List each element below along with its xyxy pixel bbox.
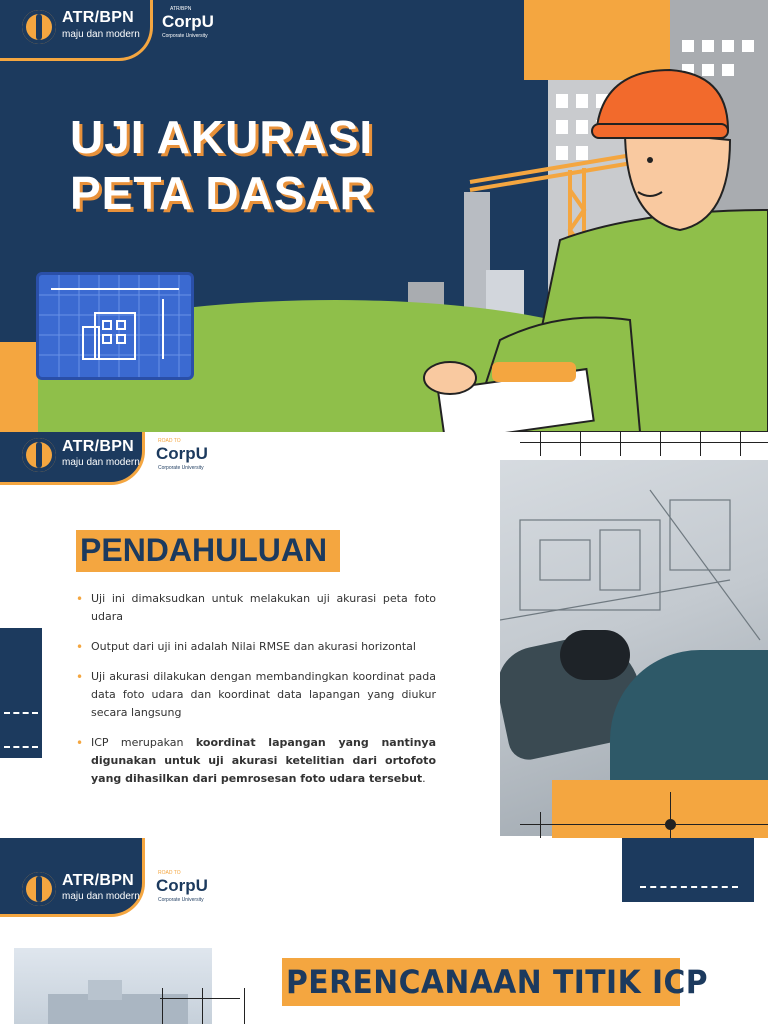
- bullet-list: [76, 590, 436, 800]
- slide-title-line1: UJI AKURASI: [70, 111, 374, 163]
- list-item-bold-text: koordinat lapangan yang nantinya digunakan untuk uji akurasi ketelitian dari ortofoto yang dihasilkan dari pemrosesan foto udara tersebut: [91, 736, 436, 785]
- grid-line: [660, 432, 661, 456]
- grid-line: [540, 812, 541, 838]
- blueprint-card: [36, 272, 194, 380]
- globe-icon: [22, 872, 56, 906]
- brand-tagline: maju dan modern: [62, 891, 140, 902]
- brand-name: ATR/BPN: [62, 9, 135, 26]
- dashed-line: [4, 746, 38, 748]
- brand-tagline: maju dan modern: [62, 29, 140, 40]
- corpu-road-to: ROAD TO: [158, 870, 181, 876]
- list-item-text-end: .: [422, 772, 426, 785]
- orange-block-left: [0, 342, 38, 432]
- grid-dot: [665, 819, 676, 830]
- intro-slide: [0, 432, 768, 838]
- blueprint-building-icon: [39, 275, 191, 377]
- section-heading: PENDAHULUAN: [80, 532, 328, 568]
- section-heading: PERENCANAAN TITIK ICP: [286, 963, 709, 1001]
- brand-name: ATR/BPN: [62, 438, 135, 455]
- grid-line: [520, 442, 768, 443]
- grid-line: [620, 432, 621, 456]
- grid-line: [244, 988, 245, 1024]
- corpu-road-to: ROAD TO: [158, 438, 181, 444]
- corpu-name: CorpU: [156, 444, 208, 463]
- worker-illustration: [410, 60, 768, 432]
- grid-line: [700, 432, 701, 456]
- grid-line: [202, 988, 203, 1024]
- corpu-logo: [148, 4, 228, 44]
- list-item: [76, 734, 436, 788]
- globe-icon: [22, 10, 56, 44]
- gloved-hand: [560, 630, 630, 680]
- list-item: • Output dari uji ini adalah Nilai RMSE dan akurasi horizontal: [76, 638, 436, 656]
- building-roof: [88, 980, 122, 1000]
- dashed-line: [4, 712, 38, 714]
- corpu-sub: Corporate University: [158, 897, 204, 903]
- atr-bpn-logo: [0, 0, 153, 61]
- navy-block-left: [0, 628, 42, 758]
- corpu-name: CorpU: [156, 876, 208, 895]
- grid-line: [670, 792, 671, 838]
- navy-block: [622, 838, 754, 902]
- grid-line: [540, 432, 541, 456]
- list-item: • Uji akurasi dilakukan dengan membandingkan koordinat pada data foto udara dan koordinat data lapangan yang diukur secara langsung: [76, 668, 436, 722]
- icp-planning-slide: [0, 838, 768, 1024]
- list-item: • Uji ini dimaksudkan untuk melakukan uji akurasi peta foto udara: [76, 590, 436, 626]
- building-photo: [14, 948, 212, 1024]
- orange-block: [552, 780, 768, 838]
- grid-line: [740, 432, 741, 456]
- grid-line: [162, 988, 163, 1024]
- brand-name: ATR/BPN: [62, 872, 135, 889]
- corpu-logo: [146, 436, 226, 476]
- grid-line: [580, 432, 581, 456]
- brand-tagline: maju dan modern: [62, 457, 140, 468]
- dashed-line: [640, 886, 738, 888]
- atr-bpn-logo: [0, 432, 145, 485]
- corpu-name: CorpU: [162, 12, 214, 31]
- corpu-logo: [146, 868, 226, 908]
- globe-icon: [22, 438, 56, 472]
- list-item-text: ICP merupakan: [91, 736, 196, 749]
- atr-bpn-logo: [0, 838, 145, 917]
- grid-line: [520, 824, 768, 825]
- truck-illustration: [492, 362, 576, 382]
- corpu-sub: Corporate University: [162, 33, 208, 39]
- grid-line: [160, 998, 240, 999]
- title-slide: [0, 0, 768, 432]
- slide-title-line2: PETA DASAR: [70, 167, 374, 219]
- corpu-sub: Corporate University: [158, 465, 204, 471]
- corpu-top-label: ATR/BPN: [170, 6, 192, 12]
